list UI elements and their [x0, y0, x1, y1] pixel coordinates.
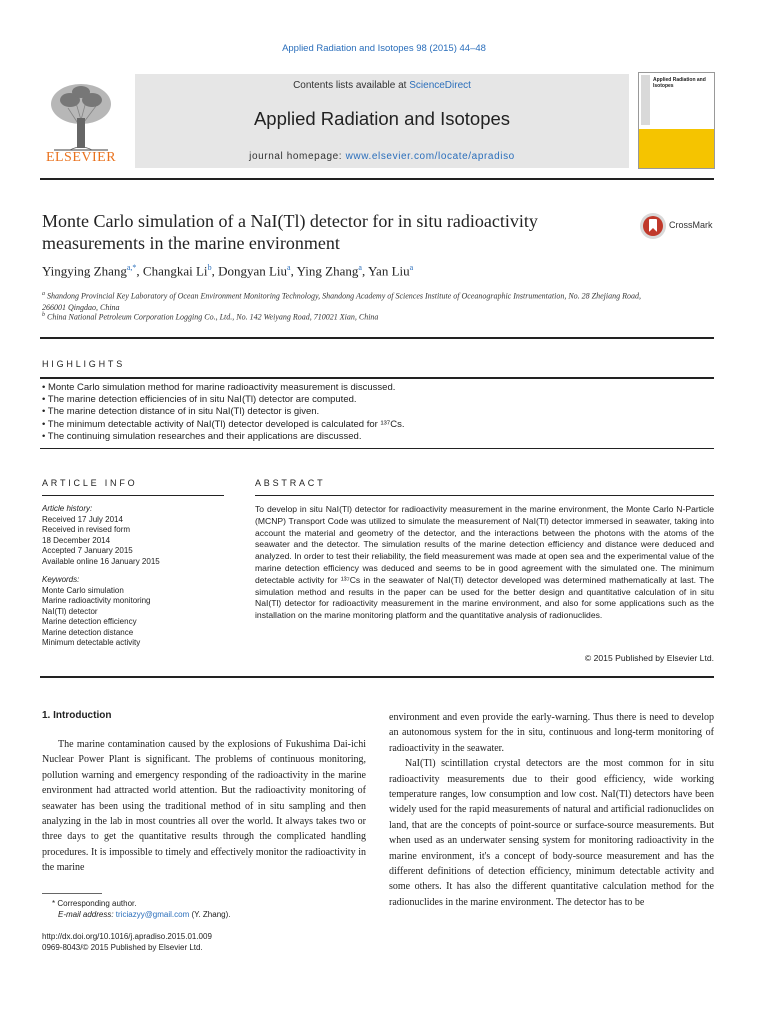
affiliation-text: China National Petroleum Corporation Logging Co., Ltd., No. 142 Weiyang Road, 710021 Xian, China	[47, 312, 379, 322]
author-name[interactable]: Ying Zhang	[296, 263, 359, 279]
highlight-item: • The marine detection distance of in situ NaI(Tl) detector is given.	[42, 406, 714, 418]
journal-cover-thumbnail[interactable]	[638, 72, 715, 169]
body-column-left	[42, 737, 366, 876]
highlight-item: • The continuing simulation researches and their applications are discussed.	[42, 431, 714, 443]
contents-prefix: Contents lists available at	[293, 80, 410, 91]
highlights-list	[42, 382, 714, 443]
history-line: Received 17 July 2014	[42, 514, 123, 524]
article-info-heading: ARTICLE INFO	[42, 478, 138, 488]
contents-line	[135, 80, 629, 91]
header-rule	[40, 178, 714, 180]
author-name[interactable]: Changkai Li	[142, 263, 208, 279]
keyword: Minimum detectable activity	[42, 638, 141, 647]
body-paragraph: The marine contamination caused by the explosions of Fukushima Dai-ichi Nuclear Power Plant is significant. The problems of continuous monitoring, pollution warning and emergency responding of the radioactivity in the marine environment had attracted world attention. But the radioactivity monitoring of seawater has been using the traditional method of in situ sampling and then analyzing in the lab in most countries all over the world. It always takes two or three days to get the quantitative results through the complicated handling procedures. It is impossible to timely and effectively monitor the radioactivity in the marine	[42, 739, 366, 874]
title-rule	[40, 337, 714, 339]
keyword: NaI(Tl) detector	[42, 606, 98, 616]
abstract-copyright: © 2015 Published by Elsevier Ltd.	[584, 653, 714, 663]
email-note	[42, 909, 388, 920]
author-affil-mark[interactable]: a	[409, 263, 414, 272]
issn-line: 0969-8043/© 2015 Published by Elsevier Ltd.	[42, 943, 203, 952]
doi-link[interactable]: http://dx.doi.org/10.1016/j.apradiso.2015.01.009	[42, 932, 212, 941]
keyword: Marine detection efficiency	[42, 617, 137, 626]
highlights-end-rule	[40, 448, 714, 449]
affiliation-b	[42, 310, 662, 323]
history-line: Available online 16 January 2015	[42, 556, 160, 566]
cover-title: Applied Radiation and Isotopes	[653, 77, 706, 89]
author-list	[42, 263, 662, 279]
author-separator: ,	[211, 263, 219, 279]
author-separator: ,	[136, 263, 143, 279]
affiliation-mark: b	[42, 312, 45, 318]
author-affil-mark[interactable]: a	[287, 263, 291, 272]
sciencedirect-link[interactable]: ScienceDirect	[409, 80, 471, 91]
history-label: Article history:	[42, 504, 93, 513]
highlights-heading: HIGHLIGHTS	[42, 359, 126, 369]
body-column-right	[389, 710, 714, 910]
highlight-item: • The minimum detectable activity of NaI(Tl) detector developed is calculated for ¹³⁷Cs.	[42, 419, 714, 431]
abstract-text: To develop in situ NaI(Tl) detector for radioactivity measurement in the marine environment, the Monte Carlo N-Particle (MCNP) Transport Code was utilized to simulate the measurement of NaI(Tl) detector immersed in seawater, taking into account the material and geometry of the detector, and the interactions between the photons with the atoms of the seawater and the detector. The simulation results of the marine detection efficiency and distance were deduced and analyzed. In order to test their reliability, the field measurement was made at open sea and the experimental value of the marine detection efficiency was deduced and seems to be in good agreement with the simulated one. The minimum detectable activity for ¹³⁷Cs in the seawater of NaI(Tl) detector developed was determined mathematically at last. The simulation method and results in the paper can be used for the better design and quantitative calculation of in situ NaI(Tl) detector for radioactivity measurement in the marine environment, and also for some applications such as the installation on the marine monitoring platform and the quantitative analysis of radionuclides.	[255, 504, 714, 621]
author-name[interactable]: Yingying Zhang	[42, 263, 127, 279]
section-heading-introduction: 1. Introduction	[42, 710, 112, 721]
affiliation-text: Shandong Provincial Key Laboratory of Ocean Environment Monitoring Technology, Shandong Academy of Sciences Institute of Oceanographic Instrumentation, No. 28 Zhejiang Road, 266001 Qingdao, China	[42, 291, 641, 312]
publisher-wordmark: ELSEVIER	[45, 150, 117, 165]
body-paragraph: environment and even provide the early-warning. Thus there is need to develop an autonomous system for the in situ, continuous and long-term monitoring of radioactivity in the seawater.	[389, 712, 714, 754]
author-affil-mark[interactable]: b	[207, 263, 212, 272]
body-paragraph: NaI(Tl) scintillation crystal detectors are the most common for in situ radioactivity measurements due to their good efficiency, wide working temperature ranges, low consumption and low cost. NaI(Tl) detectors have been widely used for the rapid measurements of natural and artificial radionuclides on land, that are the concepts of point-source or surface-source measurements. But when used as an underwater sensing system for monitoring radioactivity in the marine environment, it's a concept of body-source measurement and has the different definitions of detection efficiency, minimum detectable activity and some others. It has also the different quantitative calculation method for the radionuclides in the marine environment. The detector has to be	[389, 758, 714, 908]
homepage-prefix: journal homepage:	[249, 151, 346, 162]
front-matter-rule	[40, 676, 714, 678]
highlights-rule	[40, 377, 714, 379]
highlight-item: • Monte Carlo simulation method for marine radioactivity measurement is discussed.	[42, 382, 714, 394]
info-spacer	[42, 567, 222, 575]
keyword: Monte Carlo simulation	[42, 585, 124, 595]
email-link[interactable]: triciazyy@gmail.com	[115, 910, 190, 919]
cover-strip	[641, 75, 650, 125]
keyword: Marine radioactivity monitoring	[42, 596, 151, 605]
author-name[interactable]: Yan Liu	[367, 263, 410, 279]
article-info-rule	[42, 495, 224, 496]
article-title: Monte Carlo simulation of a NaI(Tl) detector for in situ radioactivity measurements in the marine environment	[42, 211, 538, 253]
author-affil-mark[interactable]: a	[358, 263, 362, 272]
author-name[interactable]: Dongyan Liu	[218, 263, 288, 279]
history-line: Received in revised form	[42, 525, 131, 534]
history-line: Accepted 7 January 2015	[42, 546, 133, 555]
keyword: Marine detection distance	[42, 627, 134, 637]
author-separator: ,	[361, 263, 368, 279]
keywords-label: Keywords:	[42, 575, 80, 584]
author-affil-mark[interactable]: a,*	[126, 263, 137, 272]
homepage-link[interactable]: www.elsevier.com/locate/apradiso	[345, 151, 515, 162]
affiliation-mark: a	[42, 291, 45, 297]
footnote-rule	[42, 893, 102, 894]
journal-name: Applied Radiation and Isotopes	[253, 108, 511, 129]
author-separator: ,	[290, 263, 297, 279]
history-line: 18 December 2014	[42, 535, 111, 545]
abstract-rule	[255, 495, 714, 496]
crossmark-label[interactable]: CrossMark	[669, 220, 713, 230]
journal-citation[interactable]: Applied Radiation and Isotopes 98 (2015) 44–48	[282, 43, 486, 54]
abstract-heading: ABSTRACT	[255, 478, 326, 488]
highlight-item: • The marine detection efficiencies of in situ NaI(Tl) detector are computed.	[42, 394, 714, 406]
email-suffix: (Y. Zhang).	[189, 910, 231, 919]
corresponding-author-note: * Corresponding author.	[52, 899, 137, 908]
email-label: E-mail address:	[58, 910, 116, 919]
homepage-line	[135, 151, 629, 162]
article-info	[42, 504, 222, 649]
